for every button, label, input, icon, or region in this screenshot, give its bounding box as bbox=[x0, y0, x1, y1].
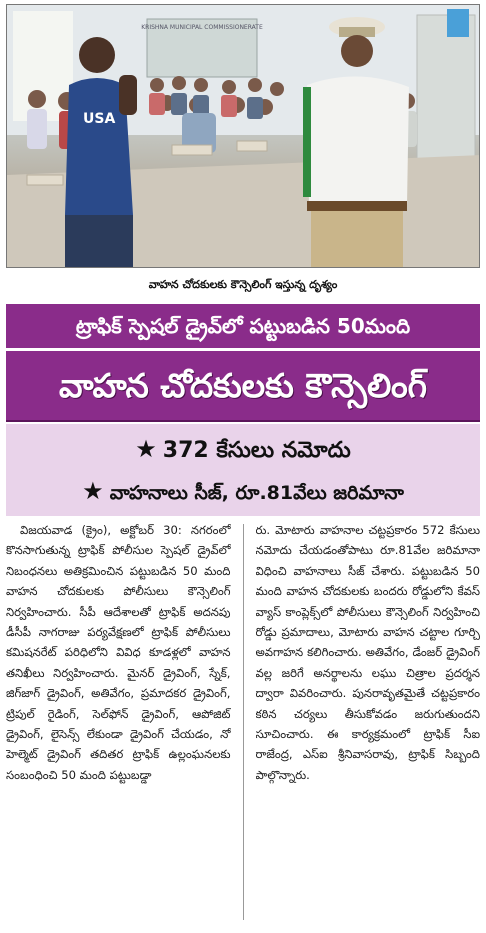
highlights-band bbox=[6, 424, 480, 516]
star-icon: ★ bbox=[135, 435, 157, 463]
highlight-1 bbox=[6, 432, 480, 468]
article-paragraph-1: విజయవాడ (క్రైం), అక్టోబర్ 30: నగరంలో కొనసాగుతున్న ట్రాఫిక్ పోలీసుల స్పెషల్ డ్రైవ్‌లో నిబంధనలు అతిక్రమించిన పట్టుబడిన 50 మంది వాహన చోదకులకు పోలీసులు కౌన్సెలింగ్ నిర్వహించారు. సీపీ ఆదేశాలతో ట్రాఫిక్ అదనపు డీసీపీ నాగరాజు పర్యవేక్షణలో ట్రాఫిక్ పోలీసులు కమిషనరేట్ పరిధిలోని వివిధ కూడళ్లలో వాహన తనిఖీలు నిర్వహించారు. మైనర్ డ్రైవింగ్, స్నేక్, జిగ్‌జాగ్ డ్రైవింగ్, అతివేగం, ప్రమాదకర డ్రైవింగ్, ట్రిపుల్ రైడింగ్, సెల్‌ఫోన్ డ్రైవింగ్, ఆపోజిట్ డ్రైవింగ్, లైసెన్స్ లేకుండా డ్రైవింగ్ చేయడం, నో హెల్మెట్ డ్రైవింగ్ తదితర ట్రాఫిక్ ఉల్లంఘనలకు సంబంధించి 50 మంది పట్టుబడ్డా bbox=[6, 523, 231, 782]
headline-divider bbox=[6, 348, 480, 351]
tshirt-text: USA bbox=[83, 111, 116, 127]
highlight-1-text: 372 కేసులు నమోదు bbox=[162, 438, 351, 463]
column-divider bbox=[243, 524, 244, 920]
article-paragraph-2: రు. మోటారు వాహనాల చట్టప్రకారం 572 కేసులు నమోదు చేయడంతోపాటు రూ.81వేల జరిమానా విధించి వాహనాలు సీజ్ చేశారు. పట్టుబడిన 50 మంది వాహన చోదకులకు బందరు రోడ్డులోని కేవస్ వ్యాస్ కాంప్లెక్స్‌లో పోలీసులు కౌన్సెలింగ్ నిర్వహించి రోడ్డు ప్రమాదాలు, మోటారు వాహన చట్టాల గూర్చి అవగాహన కలిగించారు. అతివేగం, డేంజర్ డ్రైవింగ్ వల్ల జరిగే అనర్థాలను లఘు చిత్రాల ప్రదర్శన ద్వారా వివరించారు. పునరావృతమైతే చట్టప్రకారం కఠిన చర్యలు తీసుకోవడం జరుగుతుందని సూచించారు. ఈ కార్యక్రమంలో ట్రాఫిక్ సీఐ రాజేంద్ర, ఎస్‌ఐ శ్రీనివాసరావు, ట్రాఫిక్ సిబ్బంది పాల్గొన్నారు. bbox=[255, 523, 480, 782]
star-icon: ★ bbox=[82, 477, 104, 505]
highlight-2-text: వాహనాలు సీజ్, రూ.81వేలు జరిమానా bbox=[109, 482, 404, 504]
photo-caption: వాహన చోదకులకు కౌన్సెలింగ్ ఇస్తున్న దృశ్యం bbox=[148, 278, 338, 291]
article-column-2 bbox=[256, 520, 481, 928]
wall-sign-text: KRISHNA MUNICIPAL COMMISSIONERATE bbox=[141, 24, 263, 31]
news-photo bbox=[6, 4, 480, 268]
article-body bbox=[6, 520, 480, 928]
headline-banner bbox=[6, 304, 480, 422]
headline-line2: వాహన చోదకులకు కౌన్సెలింగ్ bbox=[59, 366, 427, 405]
headline-line1: ట్రాఫిక్ స్పెషల్ డ్రైవ్‌లో పట్టుబడిన 50మంది bbox=[75, 314, 411, 338]
highlight-2 bbox=[6, 474, 480, 510]
photo-illustration bbox=[7, 5, 480, 268]
article-column-1 bbox=[6, 520, 231, 928]
